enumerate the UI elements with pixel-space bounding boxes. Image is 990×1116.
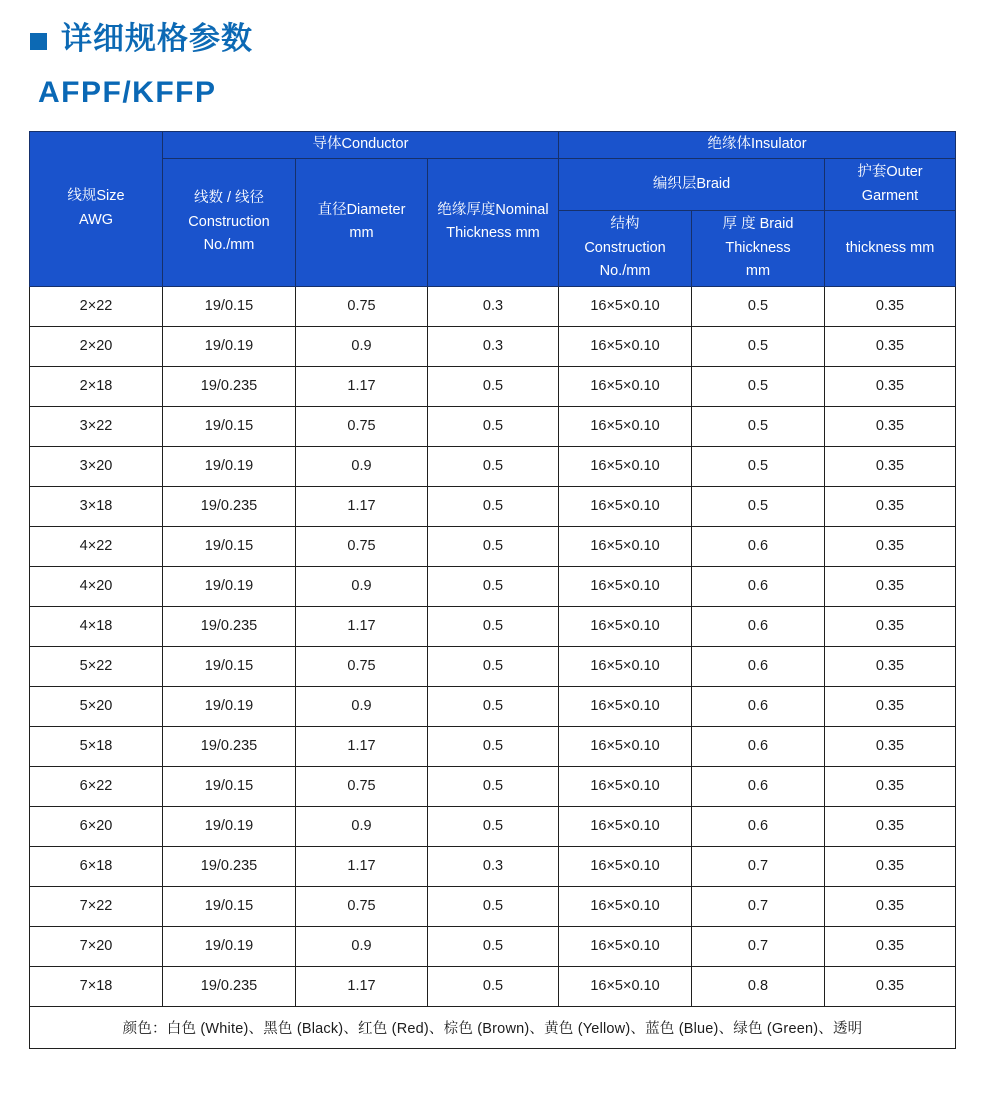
cell-diameter: 0.9 [296,566,428,606]
cell-size: 4×22 [30,526,163,566]
cell-braid-thickness: 0.6 [692,646,825,686]
cell-nominal-thickness: 0.5 [428,646,559,686]
cell-outer-thickness: 0.35 [825,526,956,566]
cell-braid-thickness: 0.7 [692,886,825,926]
cell-construction: 19/0.235 [163,606,296,646]
group-header-braid: 编织层Braid [559,159,825,211]
table-row [30,886,956,926]
spec-table-container [0,109,990,1048]
spec-table-foot [30,1006,956,1048]
col-header-nominal-thickness [428,159,559,286]
cell-nominal-thickness: 0.5 [428,766,559,806]
group-header-outer-line2: Garment [861,187,919,204]
cell-diameter: 0.9 [296,806,428,846]
col-header-braid-thickness-line3: mm [745,263,771,280]
cell-nominal-thickness: 0.5 [428,446,559,486]
table-row [30,646,956,686]
cell-braid-thickness: 0.7 [692,846,825,886]
table-row [30,606,956,646]
cell-nominal-thickness: 0.3 [428,286,559,326]
cell-size: 4×18 [30,606,163,646]
table-row [30,566,956,606]
group-header-insulator: 绝缘体Insulator [559,132,956,159]
cell-construction: 19/0.235 [163,846,296,886]
cell-braid-thickness: 0.6 [692,566,825,606]
cell-diameter: 1.17 [296,846,428,886]
cell-braid-thickness: 0.6 [692,686,825,726]
cell-braid-construction: 16×5×0.10 [559,686,692,726]
col-header-diameter-line2: mm [349,225,374,242]
col-header-braid-thickness [692,211,825,286]
cell-diameter: 0.9 [296,686,428,726]
cell-outer-thickness: 0.35 [825,966,956,1006]
cell-size: 6×22 [30,766,163,806]
cell-diameter: 0.75 [296,406,428,446]
group-header-outer-line1: 护套Outer [857,164,923,181]
cell-nominal-thickness: 0.5 [428,726,559,766]
cell-construction: 19/0.15 [163,886,296,926]
cell-braid-thickness: 0.5 [692,326,825,366]
col-header-construction-line1: 线数 / 线径 [193,190,265,207]
table-row [30,446,956,486]
cell-braid-thickness: 0.5 [692,286,825,326]
cell-size: 7×18 [30,966,163,1006]
cell-construction: 19/0.19 [163,326,296,366]
table-row [30,726,956,766]
cell-braid-construction: 16×5×0.10 [559,886,692,926]
cell-nominal-thickness: 0.5 [428,486,559,526]
cell-diameter: 0.9 [296,326,428,366]
cell-construction: 19/0.15 [163,646,296,686]
cell-braid-construction: 16×5×0.10 [559,526,692,566]
cell-braid-construction: 16×5×0.10 [559,486,692,526]
cell-braid-construction: 16×5×0.10 [559,926,692,966]
table-row [30,526,956,566]
spec-table-head [30,132,956,286]
cell-braid-thickness: 0.6 [692,606,825,646]
cell-diameter: 1.17 [296,966,428,1006]
table-row [30,966,956,1006]
cell-size: 3×22 [30,406,163,446]
cell-diameter: 0.75 [296,526,428,566]
cell-size: 5×20 [30,686,163,726]
cell-braid-construction: 16×5×0.10 [559,406,692,446]
col-header-size-line1: 线规Size [67,188,125,205]
page-title-row [0,0,990,56]
cell-size: 6×20 [30,806,163,846]
cell-outer-thickness: 0.35 [825,886,956,926]
cell-outer-thickness: 0.35 [825,446,956,486]
cell-construction: 19/0.235 [163,486,296,526]
spec-table [29,131,956,1048]
cell-diameter: 1.17 [296,486,428,526]
cell-braid-thickness: 0.6 [692,526,825,566]
cell-outer-thickness: 0.35 [825,286,956,326]
cell-nominal-thickness: 0.5 [428,526,559,566]
cell-outer-thickness: 0.35 [825,846,956,886]
col-header-diameter [296,159,428,286]
cell-construction: 19/0.19 [163,686,296,726]
cell-size: 2×20 [30,326,163,366]
header-row-sub [30,159,956,211]
col-header-construction [163,159,296,286]
cell-outer-thickness: 0.35 [825,326,956,366]
cell-nominal-thickness: 0.5 [428,406,559,446]
color-options-note: 颜色：白色 (White)、黑色 (Black)、红色 (Red)、棕色 (Brown)、黄色 (Yellow)、蓝色 (Blue)、绿色 (Green)、透明 [30,1006,956,1048]
table-row [30,846,956,886]
cell-outer-thickness: 0.35 [825,766,956,806]
col-header-braid-thickness-line1: 厚 度 Braid [722,216,794,233]
cell-braid-construction: 16×5×0.10 [559,846,692,886]
cell-construction: 19/0.235 [163,966,296,1006]
cell-outer-thickness: 0.35 [825,566,956,606]
cell-braid-construction: 16×5×0.10 [559,606,692,646]
col-header-nominal-line2: Thickness mm [446,225,540,242]
col-header-braid-construction-line1: 结构 [610,216,640,233]
cell-nominal-thickness: 0.5 [428,926,559,966]
cell-braid-thickness: 0.5 [692,406,825,446]
col-header-outer-thickness: thickness mm [825,211,956,286]
cell-outer-thickness: 0.35 [825,686,956,726]
cell-braid-construction: 16×5×0.10 [559,766,692,806]
table-row [30,486,956,526]
cell-braid-construction: 16×5×0.10 [559,286,692,326]
cell-size: 3×18 [30,486,163,526]
cell-construction: 19/0.15 [163,406,296,446]
cell-construction: 19/0.19 [163,566,296,606]
cell-braid-construction: 16×5×0.10 [559,966,692,1006]
page-title: 详细规格参数 [61,21,253,56]
cell-size: 7×20 [30,926,163,966]
cell-nominal-thickness: 0.5 [428,686,559,726]
cell-nominal-thickness: 0.5 [428,606,559,646]
col-header-braid-construction-line2: Construction [584,239,666,256]
cell-braid-construction: 16×5×0.10 [559,646,692,686]
cell-construction: 19/0.15 [163,286,296,326]
cell-outer-thickness: 0.35 [825,726,956,766]
col-header-construction-line3: No./mm [203,237,255,254]
cell-diameter: 0.9 [296,446,428,486]
table-row [30,326,956,366]
cell-construction: 19/0.19 [163,446,296,486]
col-header-size-line2: AWG [78,211,114,228]
cell-nominal-thickness: 0.5 [428,566,559,606]
cell-size: 2×18 [30,366,163,406]
table-row [30,406,956,446]
cell-size: 4×20 [30,566,163,606]
footer-row [30,1006,956,1048]
cell-outer-thickness: 0.35 [825,366,956,406]
product-model-subtitle: AFPF/KFFP [38,76,217,110]
col-header-braid-construction-line3: No./mm [599,263,651,280]
cell-construction: 19/0.235 [163,366,296,406]
cell-diameter: 0.75 [296,886,428,926]
col-header-diameter-line1: 直径Diameter [317,201,406,218]
cell-outer-thickness: 0.35 [825,406,956,446]
cell-diameter: 0.75 [296,766,428,806]
cell-nominal-thickness: 0.3 [428,326,559,366]
cell-nominal-thickness: 0.5 [428,366,559,406]
cell-size: 2×22 [30,286,163,326]
spec-table-body [30,286,956,1006]
cell-size: 3×20 [30,446,163,486]
header-row-groups [30,132,956,159]
cell-construction: 19/0.15 [163,766,296,806]
cell-braid-construction: 16×5×0.10 [559,726,692,766]
cell-size: 5×22 [30,646,163,686]
table-row [30,286,956,326]
cell-diameter: 1.17 [296,726,428,766]
cell-braid-thickness: 0.6 [692,766,825,806]
group-header-conductor: 导体Conductor [163,132,559,159]
col-header-braid-construction [559,211,692,286]
cell-braid-construction: 16×5×0.10 [559,366,692,406]
cell-size: 6×18 [30,846,163,886]
cell-construction: 19/0.19 [163,926,296,966]
table-row [30,366,956,406]
cell-braid-construction: 16×5×0.10 [559,806,692,846]
cell-diameter: 1.17 [296,366,428,406]
cell-outer-thickness: 0.35 [825,646,956,686]
cell-braid-thickness: 0.6 [692,806,825,846]
table-row [30,686,956,726]
table-row [30,766,956,806]
cell-diameter: 0.9 [296,926,428,966]
cell-braid-thickness: 0.6 [692,726,825,766]
cell-construction: 19/0.15 [163,526,296,566]
cell-braid-thickness: 0.7 [692,926,825,966]
group-header-outer-garment [825,159,956,211]
table-row [30,926,956,966]
cell-nominal-thickness: 0.5 [428,886,559,926]
cell-nominal-thickness: 0.5 [428,806,559,846]
square-bullet-icon [30,33,47,50]
cell-braid-construction: 16×5×0.10 [559,326,692,366]
cell-diameter: 0.75 [296,646,428,686]
cell-size: 7×22 [30,886,163,926]
cell-nominal-thickness: 0.5 [428,966,559,1006]
cell-braid-thickness: 0.5 [692,486,825,526]
col-header-construction-line2: Construction [188,213,270,230]
cell-construction: 19/0.19 [163,806,296,846]
cell-nominal-thickness: 0.3 [428,846,559,886]
col-header-size [30,132,163,286]
cell-construction: 19/0.235 [163,726,296,766]
cell-outer-thickness: 0.35 [825,606,956,646]
cell-outer-thickness: 0.35 [825,486,956,526]
cell-braid-construction: 16×5×0.10 [559,446,692,486]
cell-braid-thickness: 0.5 [692,366,825,406]
cell-size: 5×18 [30,726,163,766]
cell-braid-thickness: 0.8 [692,966,825,1006]
cell-outer-thickness: 0.35 [825,926,956,966]
cell-braid-construction: 16×5×0.10 [559,566,692,606]
col-header-braid-thickness-line2: Thickness [725,239,791,256]
cell-diameter: 0.75 [296,286,428,326]
col-header-nominal-line1: 绝缘厚度Nominal [437,201,549,218]
cell-diameter: 1.17 [296,606,428,646]
table-row [30,806,956,846]
cell-braid-thickness: 0.5 [692,446,825,486]
cell-outer-thickness: 0.35 [825,806,956,846]
